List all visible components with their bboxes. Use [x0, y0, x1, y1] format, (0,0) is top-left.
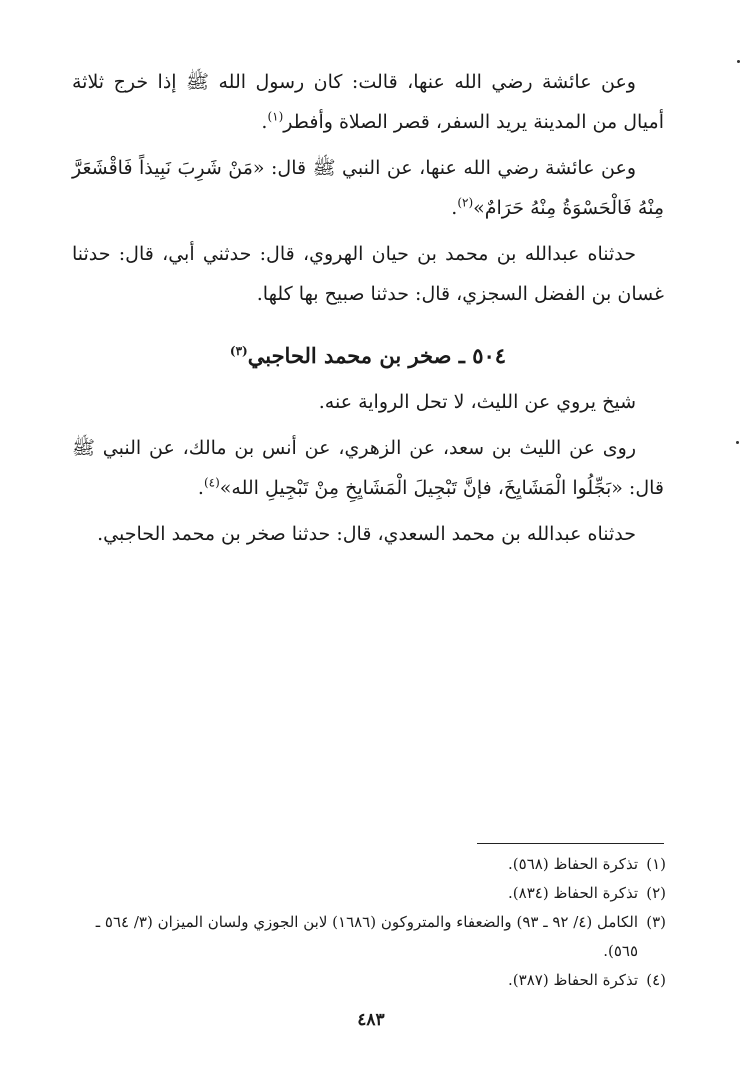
paragraph-hadith-mashayikh [72, 428, 664, 508]
paragraph-text: وعن عائشة رضي الله عنها، عن النبي ﷺ قال: «مَنْ شَرِبَ نَبِيذاً فَاقْشَعَرَّ مِنْهُ فَالْحَسْوَةُ مِنْهُ حَرَامٌ» [72, 157, 664, 219]
page-number: ٤٨٣ [357, 1010, 385, 1030]
paragraph-aisha-nabidh [72, 148, 664, 228]
footnote-2 [70, 879, 666, 908]
heading-text: ٥٠٤ ـ صخر بن محمد الحاجبي [247, 343, 507, 368]
footnote-ref-2: (٢) [457, 195, 474, 210]
paragraph-text: وعن عائشة رضي الله عنها، قالت: كان رسول الله ﷺ إذا خرج ثلاثة أميال من المدينة يريد السفر، قصر الصلاة وأفطر [72, 71, 664, 133]
paragraph-end: . [197, 477, 204, 499]
footnote-ref-4: (٤) [203, 475, 220, 490]
footnote-number: (١) [646, 855, 666, 873]
paragraph-end: . [261, 111, 268, 133]
footnote-text: الكامل (٤/ ٩٢ ـ ٩٣) والضعفاء والمتروكون (١٦٨٦) لابن الجوزي ولسان الميزان (٣/ ٥٦٤ ـ ٥٦٥). [95, 913, 638, 960]
footnote-3 [70, 908, 666, 966]
paragraph-text: حدثناه عبدالله بن محمد بن حيان الهروي، قال: حدثني أبي، قال: حدثنا غسان بن الفضل السجزي، قال: حدثنا صبيح بها كلها. [72, 243, 664, 305]
footnote-4 [70, 966, 666, 995]
scan-speck [737, 60, 740, 63]
main-text [72, 62, 664, 560]
paragraph-aisha-travel [72, 62, 664, 142]
paragraph-shaykh [72, 382, 664, 422]
footnotes [70, 850, 666, 995]
footnote-number: (٤) [646, 971, 666, 989]
paragraph-end: . [451, 197, 458, 219]
footnote-ref-1: (١) [267, 109, 284, 124]
paragraph-text: روى عن الليث بن سعد، عن الزهري، عن أنس بن مالك، عن النبي ﷺ قال: «بَجِّلُوا الْمَشَايِخَ، فإنَّ تَبْجِيلَ الْمَشَايِخِ مِنْ تَبْجِيلِ الله» [72, 437, 664, 499]
footnote-text: تذكرة الحفاظ (٥٦٨). [508, 855, 638, 873]
footnote-number: (٣) [646, 913, 666, 931]
scan-speck [736, 441, 739, 444]
footnote-divider [477, 843, 664, 844]
paragraph-text: حدثناه عبدالله بن محمد السعدي، قال: حدثنا صخر بن محمد الحاجبي. [97, 523, 636, 545]
entry-heading [72, 336, 664, 376]
footnote-text: تذكرة الحفاظ (٣٨٧). [508, 971, 638, 989]
footnote-ref-3: (٣) [229, 344, 248, 358]
paragraph-isnad-harawi [72, 234, 664, 314]
paragraph-text: شيخ يروي عن الليث، لا تحل الرواية عنه. [318, 391, 636, 413]
paragraph-isnad-saadi [72, 514, 664, 554]
footnote-text: تذكرة الحفاظ (٨٣٤). [508, 884, 638, 902]
footnote-1 [70, 850, 666, 879]
footnote-number: (٢) [646, 884, 666, 902]
